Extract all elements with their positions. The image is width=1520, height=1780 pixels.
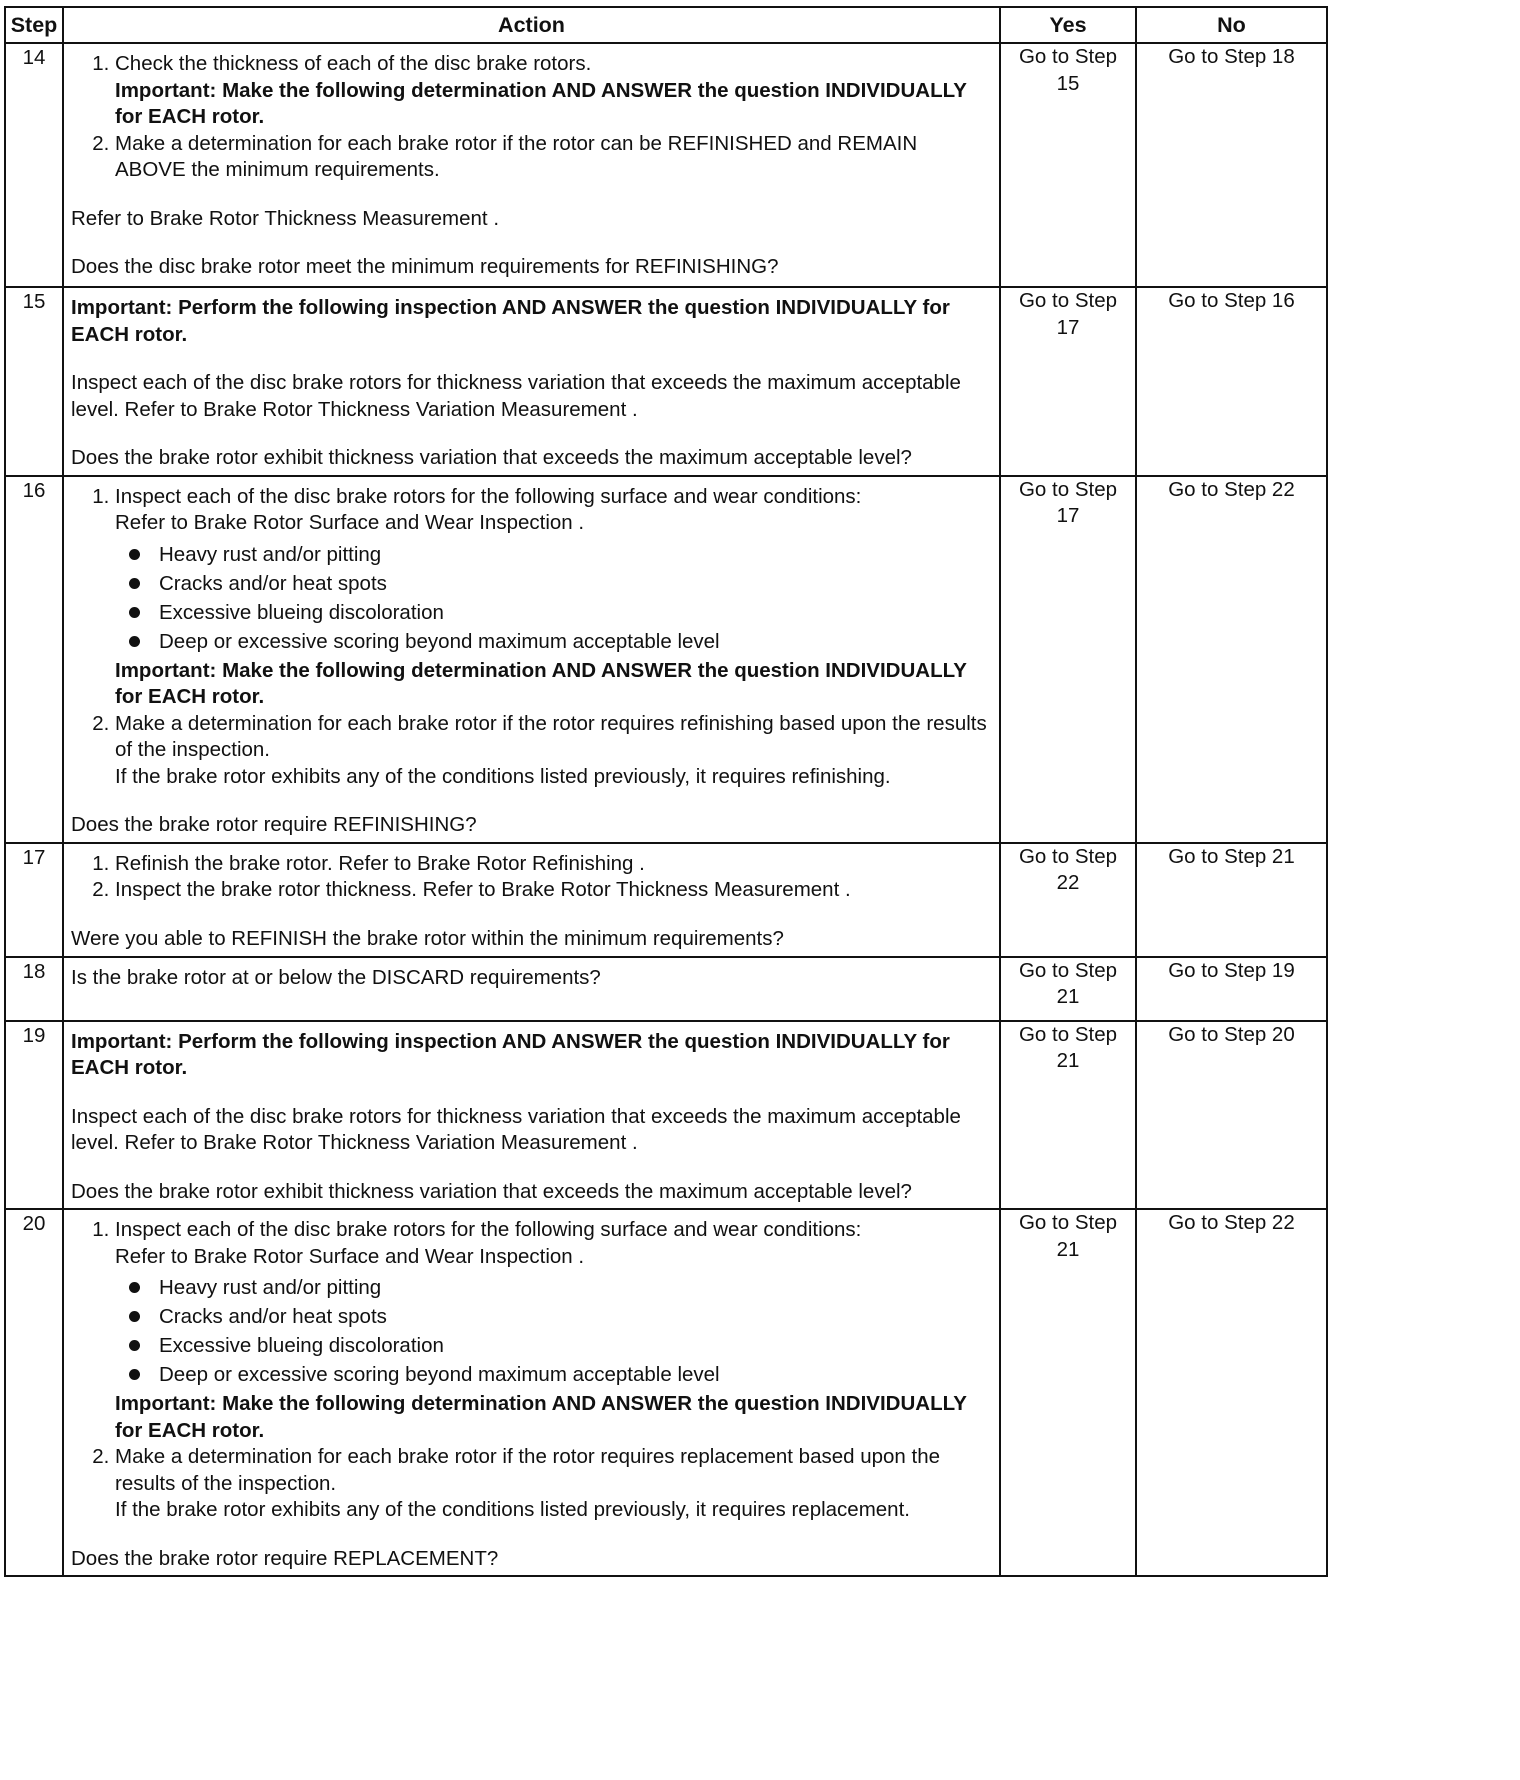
important-note [115, 1391, 989, 1444]
yes-cell [1000, 1021, 1136, 1210]
no-cell: Go to Step 22 [1136, 476, 1327, 843]
condition-item [159, 1360, 989, 1389]
bullet-icon [129, 1311, 140, 1322]
no-cell: Go to Step 18 [1136, 43, 1327, 287]
question-text: Does the disc brake rotor meet the minimum requirements for REFINISHING? [71, 255, 779, 278]
yes-label: Go to Step [1018, 289, 1117, 312]
action-cell [63, 843, 1000, 957]
spacer [71, 790, 989, 812]
item-text: 2. Inspect the brake rotor thickness. Refer to Brake Rotor Thickness Measurement . [115, 878, 851, 901]
header-action: Action [63, 7, 1000, 43]
bullet-icon [129, 607, 140, 618]
important-note [71, 295, 989, 348]
important-text: Make the following determination AND ANSWER the question INDIVIDUALLY for EACH rotor. [115, 658, 967, 708]
condition-text: Cracks and/or heat spots [159, 1305, 387, 1328]
action-cell [63, 957, 1000, 1021]
body-text: Inspect each of the disc brake rotors for thickness variation that exceeds the maximum acceptable level. Refer to Brake Rotor Thickness Variation Measurement . [71, 371, 961, 421]
body-text: Inspect each of the disc brake rotors for thickness variation that exceeds the maximum acceptable level. Refer to Brake Rotor Thickness Variation Measurement . [71, 1104, 961, 1154]
yes-label: Go to Step [1018, 844, 1117, 868]
question-text: Is the brake rotor at or below the DISCARD requirements? [71, 965, 601, 989]
header-no: No [1136, 7, 1327, 43]
action-cell [63, 287, 1000, 476]
condition-text: Deep or excessive scoring beyond maximum acceptable level [159, 1363, 720, 1386]
item-text: 1. Inspect each of the disc brake rotors for the following surface and wear conditions: [115, 1218, 862, 1241]
spacer [71, 184, 989, 206]
important-text: Perform the following inspection AND ANSWER the question INDIVIDUALLY for EACH rotor. [71, 1029, 950, 1079]
table-row [5, 1021, 1327, 1210]
action-list [71, 851, 989, 904]
yes-step: 17 [1056, 315, 1080, 339]
list-item [115, 131, 989, 184]
action-list [71, 1217, 989, 1524]
yes-cell [1000, 843, 1136, 957]
yes-step: 15 [1056, 71, 1080, 95]
important-text: Perform the following inspection AND ANSWER the question INDIVIDUALLY for EACH rotor. [71, 296, 950, 346]
no-cell: Go to Step 19 [1136, 957, 1327, 1021]
no-cell: Go to Step 20 [1136, 1021, 1327, 1210]
reference-text: Refer to Brake Rotor Surface and Wear Inspection . [115, 511, 585, 534]
item-text: 1. Inspect each of the disc brake rotors for the following surface and wear conditions: [115, 484, 862, 508]
list-item [115, 711, 989, 791]
yes-label: Go to Step [1018, 1211, 1117, 1234]
no-cell: Go to Step 21 [1136, 843, 1327, 957]
item-text: 2. Make a determination for each brake rotor if the rotor requires replacement based upon the results of the inspection. [115, 1445, 941, 1495]
action-cell [63, 476, 1000, 843]
yes-cell [1000, 287, 1136, 476]
condition-text: Heavy rust and/or pitting [159, 542, 382, 566]
condition-text: Cracks and/or heat spots [159, 571, 387, 595]
action-list [71, 51, 989, 184]
table-row [5, 43, 1327, 287]
spacer [71, 1524, 989, 1546]
condition-text: Excessive blueing discoloration [159, 600, 444, 624]
condition-item [159, 1302, 989, 1331]
condition-text: Deep or excessive scoring beyond maximum acceptable level [159, 629, 720, 653]
bullet-icon [129, 1282, 140, 1293]
bullet-icon [129, 1369, 140, 1380]
condition-text: Excessive blueing discoloration [159, 1334, 444, 1357]
important-note [71, 1029, 989, 1082]
condition-list [115, 1273, 989, 1389]
question-text: Does the brake rotor require REFINISHING? [71, 813, 477, 836]
yes-step: 21 [1056, 1049, 1080, 1072]
yes-cell [1000, 476, 1136, 843]
list-item [115, 877, 989, 904]
header-row [5, 7, 1327, 43]
header-yes: Yes [1000, 7, 1136, 43]
list-item [115, 484, 989, 711]
important-label: Important: [115, 78, 217, 102]
diagnostic-table [4, 6, 1328, 1577]
spacer [71, 232, 989, 254]
important-label: Important: [115, 658, 217, 682]
spacer [71, 1082, 989, 1104]
question-text: Does the brake rotor exhibit thickness variation that exceeds the maximum acceptable level? [71, 446, 912, 469]
spacer [71, 423, 989, 445]
condition-item [159, 540, 989, 569]
important-label: Important: [115, 1392, 217, 1415]
yes-cell [1000, 1209, 1136, 1576]
list-item [115, 1444, 989, 1524]
condition-item [159, 569, 989, 598]
yes-cell [1000, 957, 1136, 1021]
question-text: Does the brake rotor exhibit thickness variation that exceeds the maximum acceptable level? [71, 1179, 912, 1203]
yes-label: Go to Step [1018, 477, 1117, 501]
table-row [5, 287, 1327, 476]
item-text: 2. Make a determination for each brake rotor if the rotor can be REFINISHED and REMAIN ABOVE the minimum requirements. [115, 131, 918, 181]
item-note: If the brake rotor exhibits any of the conditions listed previously, it requires replacement. [115, 1498, 910, 1521]
table-row [5, 476, 1327, 843]
important-note [115, 78, 989, 131]
yes-step: 17 [1056, 504, 1080, 527]
condition-text: Heavy rust and/or pitting [159, 1276, 382, 1299]
step-number: 15 [5, 287, 63, 476]
spacer [71, 348, 989, 370]
action-cell [63, 1209, 1000, 1576]
important-label: Important: [71, 296, 173, 319]
reference-text: Refer to Brake Rotor Thickness Measurement . [71, 206, 500, 230]
action-list [71, 484, 989, 791]
item-text: 2. Make a determination for each brake rotor if the rotor requires refinishing based upon the results of the inspection. [115, 711, 987, 761]
yes-step: 22 [1056, 871, 1080, 894]
no-cell: Go to Step 22 [1136, 1209, 1327, 1576]
condition-list [115, 540, 989, 656]
condition-item [159, 1331, 989, 1360]
spacer [71, 1157, 989, 1179]
no-cell: Go to Step 16 [1136, 287, 1327, 476]
bullet-icon [129, 1340, 140, 1351]
important-text: Make the following determination AND ANSWER the question INDIVIDUALLY for EACH rotor. [115, 78, 967, 128]
question-text: Does the brake rotor require REPLACEMENT? [71, 1546, 499, 1570]
reference-text: Refer to Brake Rotor Surface and Wear Inspection . [115, 1244, 585, 1268]
action-cell [63, 1021, 1000, 1210]
important-label: Important: [71, 1029, 173, 1053]
step-number: 16 [5, 476, 63, 843]
header-step: Step [5, 7, 63, 43]
yes-label: Go to Step [1018, 45, 1117, 68]
yes-label: Go to Step [1018, 958, 1117, 982]
spacer [71, 904, 989, 926]
step-number: 14 [5, 43, 63, 287]
item-text: 1. Check the thickness of each of the disc brake rotors. [115, 52, 592, 75]
table-row [5, 1209, 1327, 1576]
yes-step: 21 [1056, 985, 1080, 1008]
bullet-icon [129, 636, 140, 647]
important-text: Make the following determination AND ANSWER the question INDIVIDUALLY for EACH rotor. [115, 1392, 967, 1442]
step-number: 20 [5, 1209, 63, 1576]
bullet-icon [129, 578, 140, 589]
question-text: Were you able to REFINISH the brake rotor within the minimum requirements? [71, 926, 784, 950]
yes-cell [1000, 43, 1136, 287]
yes-step: 21 [1056, 1237, 1080, 1261]
list-item [115, 51, 989, 131]
item-note: If the brake rotor exhibits any of the conditions listed previously, it requires refinishing. [115, 764, 891, 788]
item-text: 1. Refinish the brake rotor. Refer to Brake Rotor Refinishing . [115, 851, 645, 875]
list-item [115, 851, 989, 878]
condition-item [159, 598, 989, 627]
important-note [115, 658, 989, 711]
table-row [5, 957, 1327, 1021]
condition-item [159, 1273, 989, 1302]
step-number: 18 [5, 957, 63, 1021]
list-item [115, 1217, 989, 1444]
table-row [5, 843, 1327, 957]
step-number: 17 [5, 843, 63, 957]
step-number: 19 [5, 1021, 63, 1210]
action-cell [63, 43, 1000, 287]
condition-item [159, 627, 989, 656]
bullet-icon [129, 549, 140, 560]
yes-label: Go to Step [1018, 1022, 1117, 1046]
